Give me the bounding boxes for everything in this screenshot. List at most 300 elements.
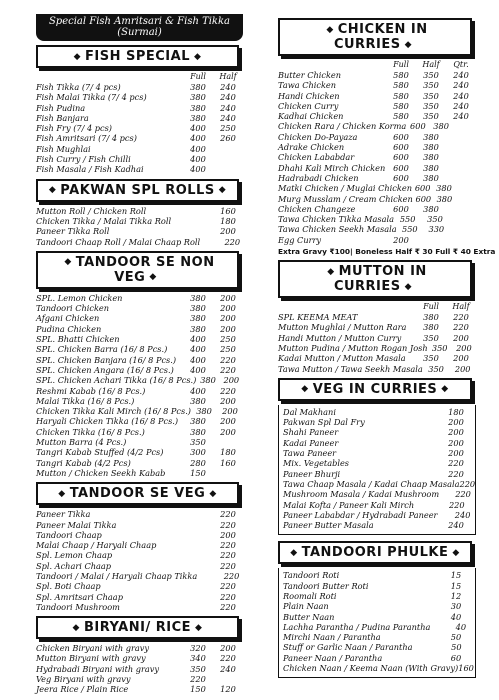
item-price [430,622,450,632]
menu-item [36,653,243,663]
item-price [213,144,243,154]
menu-item [278,364,476,374]
menu-item [36,133,243,143]
item-name: Mushroom Masala / Kadai Mushroom [283,489,440,500]
item-price [411,591,441,601]
item-name: Tandoori / Malai / Haryali Chaap Tikka [36,570,198,581]
chicken-items [278,70,476,245]
item-price [213,164,243,174]
item-name: Chicken Tikka / Malai Tikka Roll [36,215,172,226]
item-name: Mutton Pudina / Mutton Rogan Josh [278,342,428,353]
menu-item [283,478,476,489]
diamond-icon: ◆ [404,281,413,292]
item-price: 220 [220,601,236,612]
right-column [278,14,496,684]
column-headers: Full Half [423,302,470,312]
item-name: SPL. Bhatti Chicken [36,334,120,345]
item-name: SPL. Chicken Barra (16/ 8 Pcs.) [36,344,168,355]
item-price [183,530,213,540]
fish-items [36,82,243,175]
item-name: Malai Chaap / Haryali Chaap [36,540,157,551]
menu-item [283,489,471,499]
item-price [449,214,476,224]
item-name: Fish Fry (7/ 4 pcs) [36,123,112,134]
item-price: 350 [423,70,439,80]
menu-item [36,396,243,406]
item-price: 180 [220,215,236,226]
menu-item [36,602,243,612]
item-price [412,642,441,652]
item-price [183,509,213,519]
item-price: 240 [453,100,469,111]
item-price [411,601,441,611]
item-name: Chicken Do-Payaza [278,131,358,142]
diamond-icon: ◆ [326,24,334,35]
item-price [446,152,476,162]
menu-item [278,152,476,162]
menu-item [36,324,243,334]
item-name: SPL KEEMA MEAT [278,312,358,323]
item-price [411,612,441,622]
item-price: 200 [220,303,236,314]
item-price: 200 [220,292,236,303]
menu-item [36,216,243,226]
item-name: Butter Naan [283,611,335,622]
item-price: 200 [448,427,464,438]
item-name: Tawa Paneer [283,448,337,459]
diamond-icon: ◆ [209,488,217,499]
diamond-icon: ◆ [327,266,335,277]
item-name: Chicken Tikka (16/ 8 Pcs.) [36,426,145,437]
item-price [213,437,243,447]
item-price: 600 [414,183,431,194]
item-price: 220 [190,674,206,685]
tandoor-veg-section [36,482,243,612]
item-price: 330 [428,224,445,235]
item-price: 220 [224,236,241,247]
item-price: 400 [190,354,206,365]
item-price: 240 [454,509,471,520]
item-price: 380 [190,323,206,334]
item-name: Spl. Amritsari Chaap [36,591,123,602]
menu-item [36,365,243,375]
menu-item [36,82,243,92]
menu-item [278,312,476,322]
item-price: 380 [436,183,452,194]
item-name: Mirchi Naan / Parantha [283,632,381,643]
menu-item [36,386,243,396]
item-name: Handi Chicken [278,90,340,101]
menu-item [36,237,243,247]
menu-item [36,406,243,416]
item-name: Mutton / Chicken Seekh Kabab [36,467,166,478]
item-price: 600 [410,121,426,132]
item-name: Chicken Tikka Kali Mirch (16/ 8 Pcs.) [36,406,192,417]
menu-item [36,571,243,581]
item-price: 160 [220,457,236,468]
item-price: 380 [200,375,216,386]
section-title: ◆ VEG IN CURRIES ◆ [278,378,472,401]
item-price: 200 [220,529,236,540]
menu-item [278,224,476,234]
item-price: 350 [190,437,206,448]
item-price: 240 [448,520,464,531]
item-price [446,142,476,152]
item-price: 250 [220,123,236,134]
diamond-icon: ◆ [441,384,449,395]
item-price: 200 [448,448,464,459]
menu-item [283,601,471,611]
item-name: Fish Mughlai [36,143,91,154]
menu-item [36,550,243,560]
menu-item [36,684,243,694]
item-name: Paneer Tikka [36,509,91,520]
item-price: 240 [220,663,236,674]
menu-item [36,561,243,571]
biryani-items [36,643,243,694]
item-name: Tawa Chicken Seekh Masala [278,224,397,235]
item-name: SPL. Chicken Banjara (16/ 8 Pcs.) [36,354,177,365]
item-name: Veg Biryani with gravy [36,674,131,685]
menu-item [36,144,243,154]
item-price: 220 [455,489,471,500]
item-price: 200 [223,375,240,386]
menu-item [283,591,471,601]
item-price: 50 [450,632,462,643]
item-price: 220 [220,519,236,530]
item-price [411,653,441,663]
item-name: Haryali Chicken Tikka (16/ 8 Pcs.) [36,416,179,427]
menu-item [283,612,471,622]
item-price: 150 [190,467,206,478]
left-column [36,0,243,695]
item-price [183,550,213,560]
item-price: 380 [190,92,206,103]
chicken-curries-section [278,18,496,257]
item-name: Hydrabadi Biryani with gravy [36,663,160,674]
item-price [213,468,243,478]
item-name: Fish Pudina [36,102,86,113]
item-name: Roomali Roti [283,590,337,601]
item-name: Plain Naan [283,601,329,612]
menu-item [36,427,243,437]
item-price: 580 [393,90,409,101]
menu-item [278,132,476,142]
item-price: 380 [423,203,439,214]
item-name: Kadai Mutton / Mutton Masala [278,353,406,364]
item-price: 380 [190,303,206,314]
menu-item [36,520,243,530]
diamond-icon: ◆ [195,622,203,633]
item-name: Tandoori Roti [283,570,340,581]
menu-item [278,333,476,343]
item-name: Tangri Kabab Stuffed (4/2 Pcs) [36,447,164,458]
tandoor-nonveg-section [36,251,243,478]
item-name: Tandoori Butter Roti [283,580,369,591]
item-name: Mutton Barra (4 Pcs.) [36,437,127,448]
menu-item [36,592,243,602]
item-price: 220 [220,385,236,396]
menu-item [278,353,476,363]
pakwan-rolls-section [36,179,243,247]
item-price: 350 [428,363,444,374]
item-name: Reshmi Kabab (16/ 8 Pcs.) [36,385,146,396]
item-price [183,216,213,226]
extra-charges-note: Extra Gravy ₹100| Boneless Half ₹ 30 Full ₹ 40 Extra [278,247,496,257]
item-price: 240 [220,102,236,113]
item-price [411,570,441,580]
menu-item [36,581,243,591]
item-name: Matki Chicken / Muglai Chicken [278,183,412,194]
item-price: 220 [220,581,236,592]
item-price: 220 [220,364,236,375]
item-price: 250 [220,334,236,345]
item-price: 200 [453,332,469,343]
item-name: SPL. Chicken Angara (16/ 8 Pcs.) [36,364,174,375]
item-price: 600 [393,131,409,142]
menu-item [283,520,471,530]
item-name: Spl. Achari Chaap [36,560,112,571]
item-price [183,226,213,236]
item-price [446,163,476,173]
item-price: 240 [453,80,469,91]
item-price: 400 [190,385,206,396]
item-name: Lachha Parantha / Pudina Parantha [283,621,431,632]
item-price: 200 [453,353,469,364]
item-price: 380 [433,121,449,132]
menu-item [278,142,476,152]
item-name: Chicken Rara / Chicken Korma [278,121,407,132]
menu-item [36,154,243,164]
item-price: 600 [393,162,409,173]
item-name: Chicken Biryani with gravy [36,643,150,654]
item-name: Jeera Rice / Plain Rice [36,684,129,695]
item-name: Spl. Lemon Chaap [36,550,113,561]
section-title: ◆ FISH SPECIAL ◆ [36,45,239,68]
menu-item [278,204,476,214]
item-price [446,235,476,245]
item-price [183,540,213,550]
item-price: 240 [220,82,236,92]
item-price: 240 [453,111,469,122]
item-price: 120 [220,684,236,695]
item-price [439,489,455,499]
item-name: Tawa Chaap Masala / Kadai Chaap Masala [283,478,460,489]
item-price: 200 [454,363,471,374]
item-price: 340 [190,653,206,664]
item-price [183,581,213,591]
item-price: 15 [450,570,462,581]
diamond-icon: ◆ [149,272,157,283]
item-name: Pakwan Spl Dal Fry [283,417,365,428]
item-price: 220 [220,560,236,571]
menu-item [36,674,243,684]
menu-item [283,469,471,479]
item-name: Handi Mutton / Mutton Curry [278,332,402,343]
item-name: Spl. Boti Chaap [36,581,101,592]
menu-item [283,417,471,427]
item-price: 380 [190,292,206,303]
item-name: Dhahi Kali Mirch Chicken [278,162,386,173]
item-price: 220 [220,540,236,551]
item-price [437,510,454,520]
item-price: 600 [393,172,409,183]
item-price [411,581,441,591]
item-price: 220 [223,570,240,581]
menu-item [36,226,243,236]
item-price [213,674,243,684]
item-price [411,407,441,417]
item-name: Paneer Lababdar / Hydrabadi Paneer [283,509,438,520]
item-price: 220 [453,322,469,333]
item-price: 200 [220,323,236,334]
item-price: 180 [448,406,464,417]
item-name: Mutton Mughlai / Mutton Rara [278,322,407,333]
item-price: 300 [190,447,206,458]
item-price: 400 [190,143,206,154]
item-price [411,632,441,642]
menu-item [278,70,476,80]
item-price: 350 [423,332,439,343]
item-price: 580 [393,80,409,91]
item-price [183,602,213,612]
mutton-items [278,312,476,374]
menu-item [278,194,476,204]
item-price: 220 [448,499,465,510]
item-price: 380 [423,312,439,323]
item-price: 200 [220,643,236,654]
menu-item [283,438,471,448]
menu-item [36,113,243,123]
item-name: Paneer Butter Masala [283,520,374,531]
menu-item [283,642,471,652]
item-price [446,173,476,183]
item-name: SPL. Lemon Chicken [36,292,123,303]
item-price [183,592,213,602]
item-price: 240 [220,112,236,123]
fish-special-section [36,45,243,175]
item-price [200,237,221,247]
item-name: Mix. Vegetables [283,458,349,469]
item-price: 380 [190,313,206,324]
item-price: 200 [220,226,236,237]
item-price: 280 [190,457,206,468]
diamond-icon: ◆ [301,384,309,395]
item-name: Tangri Kabab (4/2 Pcs) [36,457,131,468]
item-price [213,154,243,164]
section-title: ◆ TANDOORI PHULKE ◆ [278,541,472,564]
item-price: 380 [436,193,453,204]
diamond-icon: ◆ [218,185,227,196]
item-price [183,561,213,571]
item-price: 200 [220,416,236,427]
item-price [411,438,441,448]
item-price [411,417,441,427]
menu-item [283,653,471,663]
item-name: Murg Musslam / Cream Chicken [278,193,413,204]
item-price: 200 [220,395,236,406]
menu-item [278,183,476,193]
menu-item [36,375,243,385]
item-price: 400 [190,133,206,144]
item-price: 50 [451,642,462,653]
mutton-curries-section [278,260,476,374]
item-price: 220 [220,550,236,561]
item-name: Chicken Curry [278,100,339,111]
menu-item [283,581,471,591]
section-title: ◆ MUTTON IN CURRIES ◆ [278,260,472,298]
item-price: 12 [450,590,462,601]
item-price: 380 [190,102,206,113]
item-price: 220 [220,354,236,365]
column-headers: Full Half Qtr. [393,60,469,69]
menu-item [283,458,471,468]
item-price: 220 [448,458,464,469]
menu-item [36,123,243,133]
item-price: 160 [458,663,474,674]
item-price: 550 [399,214,416,225]
menu-item [278,173,476,183]
item-name: Egg Curry [278,234,322,245]
item-price: 220 [220,653,236,664]
menu-item [278,91,476,101]
item-name: Tandoori Chicken [36,303,110,314]
item-price: 30 [450,601,462,612]
item-price [453,121,476,131]
menu-item [36,643,243,653]
item-price: 60 [450,652,462,663]
menu-item [36,530,243,540]
section-title: ◆ PAKWAN SPL ROLLS ◆ [36,179,239,202]
item-price: 380 [423,322,439,333]
diamond-icon: ◆ [193,51,202,62]
menu-item [36,437,243,447]
item-price: 380 [423,172,439,183]
item-price: 400 [190,334,206,345]
item-price: 600 [393,203,409,214]
item-price [446,204,476,214]
item-price: 320 [190,643,206,654]
section-title: ◆ TANDOOR SE NON VEG ◆ [36,251,239,289]
item-price: 220 [459,478,476,489]
menu-item [36,468,243,478]
menu-item [283,500,471,510]
item-price [414,500,442,510]
tandoori-phulke-section [278,541,476,678]
menu-item [283,510,471,520]
item-name: Hadrabadi Chicken [278,172,359,183]
item-price: 400 [190,154,206,165]
item-name: Tawa Chicken [278,80,337,91]
menu-item [36,164,243,174]
item-price: 380 [423,162,439,173]
item-name: Butter Chicken [278,70,342,80]
menu-item [36,303,243,313]
item-price [183,206,213,216]
item-name: Adrake Chicken [278,142,345,153]
menu-item [283,448,471,458]
section-title: ◆ TANDOOR SE VEG ◆ [36,482,239,505]
menu-item [36,293,243,303]
item-name: Chicken Naan / Keema Naan (With Gravy) [283,663,459,674]
item-price: 220 [448,468,464,479]
item-price: 250 [220,344,236,355]
item-price: 200 [220,426,236,437]
item-price: 380 [190,395,206,406]
item-price: 380 [423,142,439,153]
item-name: Mutton Roll / Chicken Roll [36,205,147,216]
item-name: Dal Makhani [283,406,336,417]
